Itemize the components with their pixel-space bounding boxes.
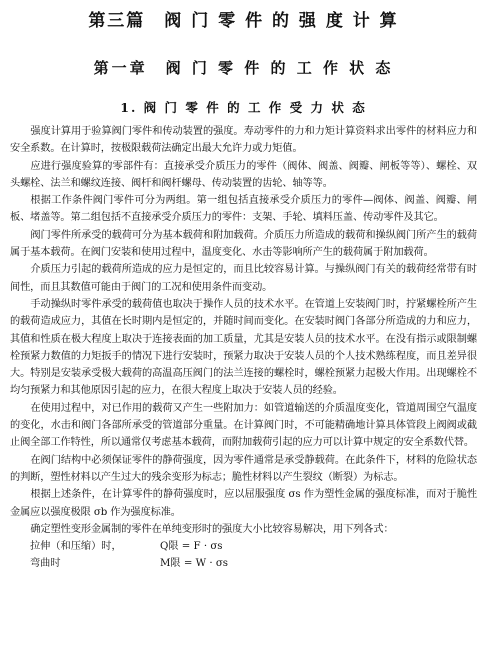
formula-label: 弯曲时 <box>30 558 61 570</box>
paragraph: 在阀门结构中必须保证零件的静荷强度，因为零件通常是承受静载荷。在此条件下，材料的危险状态的判断，塑性材料以产生过大的残余变形为标志；脆性材料以产生裂纹（断裂）为标志。 <box>10 454 477 483</box>
paragraph: 在使用过程中，对已作用的载荷又产生一些附加力：如管道输送的介质温度变化，管道周围空气温度的变化，水击和阀门各部所承受的管道部分重量。在计算阀门时，不可能精确地计算具体管段上阀阀或截止阀全部工作特性，所以通常仅考虑基本载荷，而附加载荷引起的应力可以计算中规定的安全系数代替。 <box>10 402 477 449</box>
paragraph: 根据工作条件阀门零件可分为两组。第一组包括直接承受介质压力的零件—阀体、阀盖、阀瓣、闸板、堵盖等。第二组包括不直接承受介质压力的零件：支架、手轮、填料压盖、传动零件及其它。 <box>10 195 477 224</box>
body-text <box>10 123 477 573</box>
paragraph: 应进行强度验算的零部件有：直接承受介质压力的零件（阀体、阀盖、阀瓣、闸板等等）、螺栓、双头螺栓、法兰和螺纹连接、阀杆和阀杆螺母、传动装置的齿轮、轴等等。 <box>10 160 477 189</box>
paragraph: 确定塑性变形金属制的零件在单纯变形时的强度大小比较容易解决，用下列各式： <box>30 523 394 535</box>
paragraph: 根据上述条件，在计算零件的静荷强度时，应以屈服强度 σs 作为塑性金属的强度标准，而对于脆性金属应以强度极限 σb 作为强度标准。 <box>10 489 477 518</box>
formula-label: 拉伸（和压缩）时， <box>30 541 122 553</box>
paragraph: 手动操纵时零件承受的载荷值也取决于操作人员的技术水平。在管道上安装阀门时，拧紧螺栓所产生的载荷造成应力，其值在长时期内是恒定的，并随时间而变化。在安装时阀门各部分所造成的力和应力，其值和性质在极大程度上取决于连接表面的加工质量，尤其是安装人员的技术水平。在没有指示或限制螺栓预紧力数值的力矩扳手的情况下进行安装时，预紧力取决于安装人员的个人技术熟练程度，而且差异很大。特别是安装承受极大载荷的高温高压阀门的法兰连接的螺栓时，螺栓预紧力起极大作用。出现螺栓不均匀预紧力和其他原因引起的应力，在很大程度上取决于安装人员的经验。 <box>10 298 477 397</box>
formula-tension <box>10 538 477 555</box>
paragraph: 介质压力引起的载荷所造成的应力是恒定的，而且比较容易计算。与操纵阀门有关的载荷经常带有时间性，而且其数值可能由于阀门的工况和使用条件而变动。 <box>10 264 477 293</box>
paragraph: 强度计算用于验算阀门零件和传动装置的强度。寿动零件的力和力矩计算资料求出零件的材料应力和安全系数。在计算时，按极限载荷法确定出最大允许力或力矩值。 <box>10 126 477 155</box>
paragraph: 阀门零件所承受的载荷可分为基本载荷和附加载荷。介质压力所造成的载荷和操纵阀门所产生的载荷属于基本载荷。在阀门安装和使用过程中，温度变化、水击等影响所产生的载荷属于附加载荷。 <box>10 229 477 259</box>
formula-expression: M限 = W · σs <box>160 558 228 570</box>
part-title: 第三篇 阀 门 零 件 的 强 度 计 算 <box>88 11 399 31</box>
section-title: 1. 阀 门 零 件 的 工 作 受 力 状 态 <box>120 100 367 115</box>
formula-expression: Q限 = F · σs <box>160 541 223 553</box>
chapter-title: 第一章 阀 门 零 件 的 工 作 状 态 <box>93 59 394 77</box>
formula-bending <box>10 555 477 572</box>
